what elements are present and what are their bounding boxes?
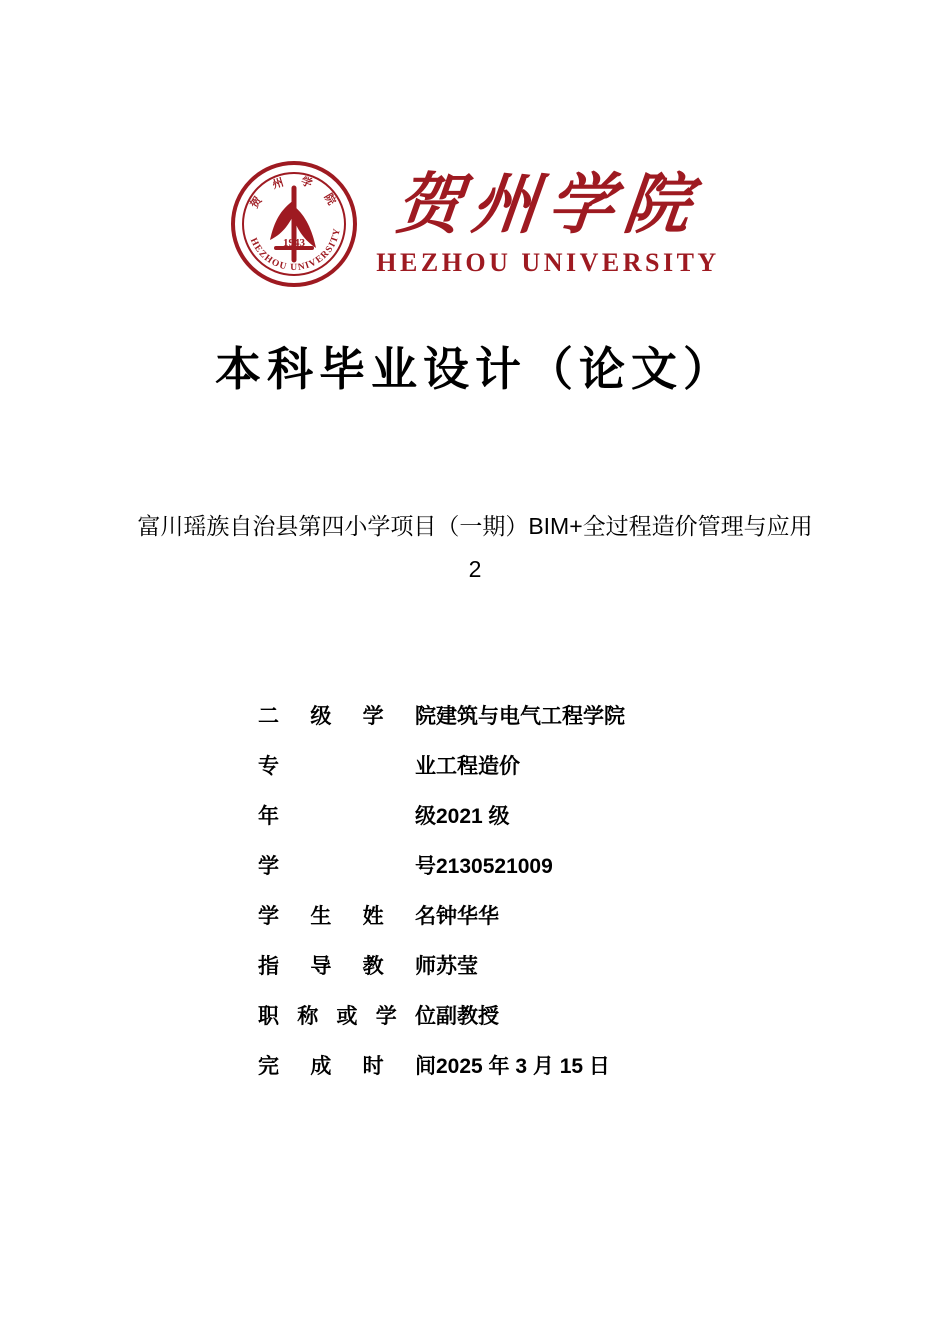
university-wordmark (376, 165, 720, 277)
wordmark-english: HEZHOU UNIVERSITY (376, 247, 720, 277)
info-label-title-or-degree: 职 称 或 学 位 (258, 1005, 436, 1028)
info-table (258, 700, 778, 1100)
university-seal-icon (230, 160, 358, 288)
info-row (258, 900, 778, 950)
info-row (258, 750, 778, 800)
svg-text:HEZHOU UNIVERSITY: HEZHOU UNIVERSITY (248, 226, 344, 274)
info-value-completion-date: 2025 年 3 月 15 日 (436, 1055, 610, 1078)
info-label-student-id: 学 号 (258, 855, 436, 878)
info-value-advisor: 苏莹 (436, 955, 478, 978)
thesis-title: 富川瑶族自治县第四小学项目（一期）BIM+全过程造价管理与应用 2 (137, 513, 813, 582)
info-value-student-name: 钟华华 (436, 905, 499, 928)
info-label-major: 专 业 (258, 755, 436, 778)
svg-text:贺 州 学 院: 贺 州 学 院 (248, 173, 342, 213)
svg-text:1943: 1943 (283, 237, 306, 249)
page-title: 本科毕业设计（论文） (215, 342, 735, 396)
info-row (258, 1050, 778, 1100)
info-value-grade: 2021 级 (436, 805, 510, 828)
info-row (258, 800, 778, 850)
info-value-student-id: 2130521009 (436, 855, 553, 878)
info-value-college: 建筑与电气工程学院 (436, 705, 625, 728)
info-label-grade: 年 级 (258, 805, 436, 828)
info-label-completion-date: 完 成 时 间 (258, 1055, 436, 1078)
info-value-title-or-degree: 副教授 (436, 1005, 499, 1028)
info-row (258, 700, 778, 750)
info-row (258, 1000, 778, 1050)
info-row (258, 950, 778, 1000)
info-label-student-name: 学 生 姓 名 (258, 905, 436, 928)
info-label-advisor: 指 导 教 师 (258, 955, 436, 978)
university-logo (0, 160, 950, 288)
info-value-major: 工程造价 (436, 755, 520, 778)
info-label-college: 二 级 学 院 (258, 705, 436, 728)
info-row (258, 850, 778, 900)
wordmark-chinese: 贺州学院 (391, 165, 705, 244)
